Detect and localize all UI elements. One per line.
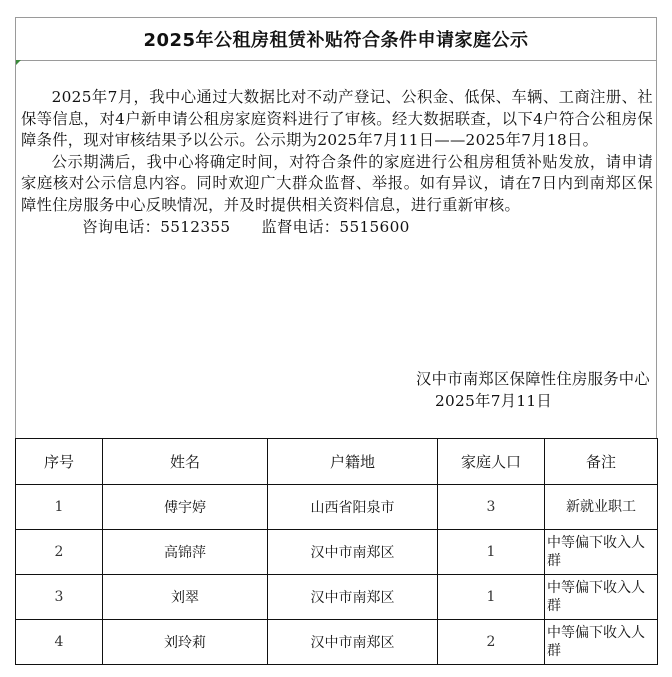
table-row bbox=[16, 485, 658, 530]
supervise-phone: 5515600 bbox=[339, 217, 410, 236]
cell-name: 傅宇婷 bbox=[103, 485, 268, 530]
cell-note: 中等偏下收入人群 bbox=[545, 620, 658, 665]
contact-line bbox=[21, 217, 653, 239]
header-note: 备注 bbox=[545, 439, 658, 485]
cell-no: 1 bbox=[16, 485, 103, 530]
table-row bbox=[16, 530, 658, 575]
paragraph-review: 2025年7月，我中心通过大数据比对不动产登记、公积金、低保、车辆、工商注册、社保等信息，对4户新申请公租房家庭资料进行了审核。经大数据联查，以下4户符合公租房保障条件，现对审核结果予以公示。公示期为2025年7月11日——2025年7月18日。 bbox=[21, 88, 653, 150]
cell-no: 3 bbox=[16, 575, 103, 620]
consult-label: 咨询电话： bbox=[82, 217, 161, 236]
cell-household-size: 3 bbox=[438, 485, 545, 530]
header-origin: 户籍地 bbox=[268, 439, 438, 485]
table-row bbox=[16, 620, 658, 665]
cell-household-size: 2 bbox=[438, 620, 545, 665]
title-bar bbox=[15, 17, 657, 61]
cell-note: 新就业职工 bbox=[545, 485, 658, 530]
cell-origin: 汉中市南郑区 bbox=[268, 575, 438, 620]
supervise-label: 监督电话： bbox=[261, 217, 340, 236]
cell-note: 中等偏下收入人群 bbox=[545, 530, 658, 575]
cell-name: 高锦萍 bbox=[103, 530, 268, 575]
table-row bbox=[16, 575, 658, 620]
cell-no: 4 bbox=[16, 620, 103, 665]
cell-note: 中等偏下收入人群 bbox=[545, 575, 658, 620]
header-household-size: 家庭人口 bbox=[438, 439, 545, 485]
cell-origin: 汉中市南郑区 bbox=[268, 620, 438, 665]
header-name: 姓名 bbox=[103, 439, 268, 485]
cell-household-size: 1 bbox=[438, 575, 545, 620]
cell-household-size: 1 bbox=[438, 530, 545, 575]
table-header-row bbox=[16, 439, 658, 485]
cell-origin: 山西省阳泉市 bbox=[268, 485, 438, 530]
header-no: 序号 bbox=[16, 439, 103, 485]
cell-name: 刘玲莉 bbox=[103, 620, 268, 665]
notice-body bbox=[21, 87, 653, 238]
cell-no: 2 bbox=[16, 530, 103, 575]
cell-name: 刘翠 bbox=[103, 575, 268, 620]
signature-organization: 汉中市南郑区保障性住房服务中心 bbox=[416, 370, 650, 388]
page-title: 2025年公租房租赁补贴符合条件申请家庭公示 bbox=[143, 29, 529, 51]
paragraph-objection: 公示期满后，我中心将确定时间，对符合条件的家庭进行公租房租赁补贴发放，请申请家庭核对公示信息内容。同时欢迎广大群众监督、举报。如有异议，请在7日内到南郑区保障性住房服务中心反映情况，并及时提供相关资料信息，进行重新审核。 bbox=[21, 152, 653, 214]
applicant-table bbox=[15, 438, 658, 665]
consult-phone: 5512355 bbox=[160, 217, 231, 236]
cell-origin: 汉中市南郑区 bbox=[268, 530, 438, 575]
corner-marker-icon bbox=[16, 60, 21, 65]
signature-date: 2025年7月11日 bbox=[434, 392, 552, 410]
